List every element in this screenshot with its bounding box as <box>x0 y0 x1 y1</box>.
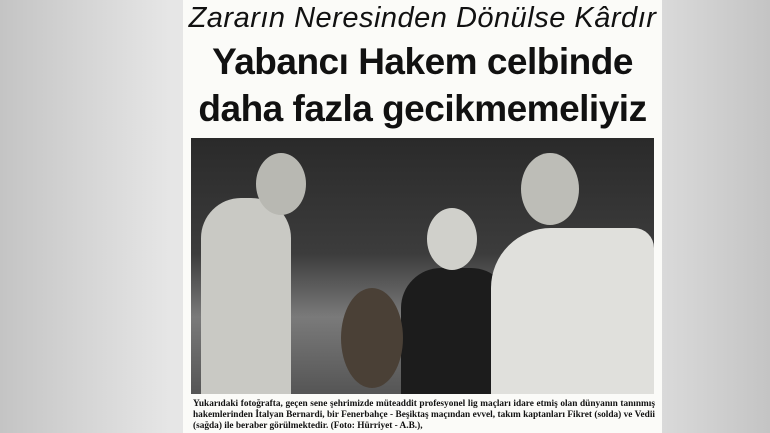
news-photo <box>191 138 654 394</box>
headline-line-2: daha fazla gecikmemeliyiz <box>198 88 647 129</box>
newspaper-clipping <box>183 0 662 433</box>
photo-caption: Yukarıdaki fotoğrafta, geçen sene şehrimizde müteaddit profesyonel lig maçları idare etmiş olan dünyanın tanınmış hakemlerinden İtalyan Bernardi, bir Fenerbahçe - Beşiktaş maçından evvel, takım kaptanları Fikret (solda) ve Vedii (sağda) ile beraber görülmektedir. (Foto: Hürriyet - A.B.), <box>193 399 655 431</box>
kicker-headline: Zararın Neresinden Dönülse Kârdır <box>188 2 657 34</box>
headline-line-1: Yabancı Hakem celbinde <box>212 41 633 82</box>
